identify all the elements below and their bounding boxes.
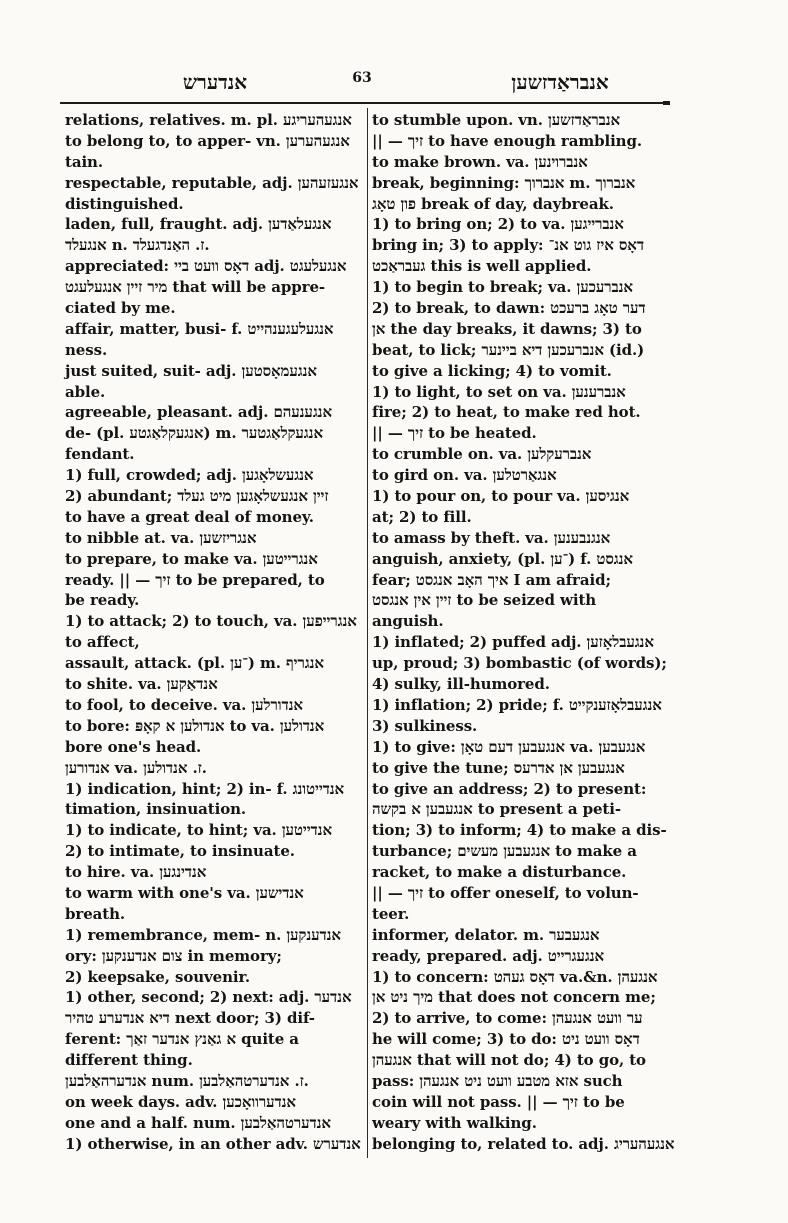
entry-line: 2) abundant; זיין אנגעשלאָגען מיט געלד — [65, 487, 329, 506]
entry-line: to stumble upon. vn. אנבראַדזשען — [372, 111, 621, 129]
entry-line: tion; 3) to inform; 4) to make a dis- — [372, 821, 667, 840]
entry-line: געבראַכט this is well applied. — [372, 257, 592, 276]
entry-line: 1) otherwise, in an other adv. אנדערש — [65, 1134, 361, 1153]
entry-line: one and a half. num. אנדערטהאַלבען — [65, 1113, 331, 1132]
entry-line: to nibble at. va. אנגריזשען — [65, 528, 257, 547]
entry-line: anguish. — [372, 612, 444, 631]
entry-line: just suited, suit- adj. אנגעמאָסטען — [65, 361, 317, 380]
entry-line: || — זיך to have enough rambling. — [372, 131, 643, 150]
entry-line: to shite. va. אנדאַקען — [65, 675, 218, 694]
entry-line: פון טאָג break of day, daybreak. — [372, 194, 614, 213]
entry-line: 1) to attack; 2) to touch, va. אנגרייפען — [65, 612, 357, 631]
entry-line: || — זיך to offer oneself, to volun- — [372, 883, 639, 902]
entry-line: on week days. adv. אנדערוואָכען — [65, 1092, 296, 1111]
entry-line: to hire. va. אנדינגען — [65, 863, 207, 882]
entry-line: bore one's head. — [65, 737, 202, 756]
entry-line: beat, to lick; אנברעכען דיא ביינער (id.) — [372, 340, 645, 359]
entry-line: assault, attack. (pl. ־ען) m. אנגריף — [65, 654, 324, 673]
entry-line: 1) other, second; 2) next: adj. אנדער — [65, 988, 352, 1007]
entry-line: ready, prepared. adj. אנגעגרייט — [372, 946, 605, 965]
entry-line: ory: צום אנדענקען in memory; — [65, 946, 282, 965]
entry-line: 1) to bring on; 2) to va. אנברייגען — [372, 215, 624, 234]
entry-line: 1) indication, hint; 2) in- f. אנדייטונג — [65, 779, 345, 798]
entry-line: 2) keepsake, souvenir. — [65, 967, 251, 986]
entry-line: breath. — [65, 904, 126, 923]
entry-line: to make brown. va. אנברוינען — [372, 152, 588, 171]
entry-line: affair, matter, busi- f. אנגעלעגענהייט — [65, 319, 334, 338]
entry-line: up, proud; 3) bombastic (of words); — [372, 654, 667, 673]
left-guide-word: אנדערש — [182, 70, 248, 94]
entry-line: fire; 2) to heat, to make red hot. — [372, 403, 641, 422]
entry-line: to give an address; 2) to present: — [372, 779, 647, 798]
entry-line: ness. — [65, 340, 108, 359]
entry-line: 1) full, crowded; adj. אנגעשלאָגען — [65, 466, 314, 485]
entry-line: coin will not pass. || — זיך to be — [372, 1092, 625, 1111]
header-rule — [60, 102, 665, 104]
running-header — [60, 70, 665, 98]
entry-line: to crumble on. va. אנברעקלען — [372, 445, 592, 464]
entry-line: at; 2) to fill. — [372, 507, 472, 526]
entry-line: 1) remembrance, mem- n. אנדענקען — [65, 925, 341, 944]
entry-line: to have a great deal of money. — [65, 507, 314, 526]
entry-line: אנגעבען א בקשה to present a peti- — [372, 800, 621, 819]
entry-line: bring in; 3) to apply: דאָס איז גוט אנ־ — [372, 236, 644, 255]
entry-line: ready. || — זיך to be prepared, to — [65, 570, 325, 589]
entry-line: to bore: אנדולען א קאָפּ to va. אנדולען — [65, 716, 325, 735]
entry-line: laden, full, fraught. adj. אנגעלאַדען — [65, 215, 332, 234]
entry-line: to amass by theft. va. אנגנבענען — [372, 528, 611, 547]
entry-line: to gird on. va. אנגאַרטלען — [372, 466, 557, 485]
entry-line: anguish, anxiety, (pl. ־ען) f. אנגסט — [372, 549, 633, 568]
entry-line: 2) to intimate, to insinuate. — [65, 842, 295, 861]
entry-line: to prepare, to make va. אנגרייטען — [65, 549, 318, 568]
entry-line: timation, insinuation. — [65, 800, 247, 819]
left-column — [65, 110, 360, 1160]
entry-line: break, beginning: אנברוך m. אנברוך — [372, 173, 636, 192]
column-divider — [367, 108, 368, 1158]
page-number: 63 — [352, 70, 372, 86]
entry-line: distinguished. — [65, 194, 184, 213]
entry-line: אנדערהאַלבען num. ז. אנדערטהאַלבען. — [65, 1071, 309, 1090]
entry-line: to give a licking; 4) to vomit. — [372, 361, 612, 380]
entry-line: relations, relatives. m. pl. אנגעהעריגע — [65, 111, 352, 129]
entry-line: pass: אזא מטבע וועט ניט אנגעהן such — [372, 1071, 623, 1090]
right-guide-word: אנבראַדזשען — [511, 70, 609, 94]
entry-line: appreciated: דאָס וועט ביי adj. אנגעלעגט — [65, 257, 347, 276]
entry-line: to affect, — [65, 633, 140, 652]
entry-line: able. — [65, 382, 106, 401]
entry-line: ciated by me. — [65, 299, 176, 318]
entry-line: אנגעהן that will not do; 4) to go, to — [372, 1051, 646, 1070]
entry-line: 1) to begin to break; va. אנברעכען — [372, 278, 633, 297]
entry-line: מיר זיין אנגעלעגט that will be appre- — [65, 278, 326, 297]
entry-line: 1) to indicate, to hint; va. אנדייטען — [65, 821, 332, 840]
entry-line: ferent: א גאַנץ אנדער זאַך quite a — [65, 1030, 299, 1049]
entry-line: de- (pl. אנגעקלאַגטע) m. אנגעקלאַגטער — [65, 424, 323, 443]
entry-line: 4) sulky, ill-humored. — [372, 675, 550, 694]
entry-line: agreeable, pleasant. adj. אנגענעהם — [65, 403, 332, 422]
entry-line: tain. — [65, 152, 103, 171]
entry-line: 3) sulkiness. — [372, 716, 478, 735]
entry-line: אן the day breaks, it dawns; 3) to — [372, 319, 642, 338]
entry-line: אנגעלד n. ז. האַנדגעלד. — [65, 236, 210, 255]
entry-line: informer, delator. m. אנגעבער — [372, 925, 600, 944]
entry-line: be ready. — [65, 591, 140, 610]
entry-line: 1) inflation; 2) pride; f. אנגעבלאָזענקייט — [372, 695, 662, 714]
entry-line: 1) to give: אנגעבען דעם טאָן va. אנגעבען — [372, 737, 646, 756]
entry-line: respectable, reputable, adj. אנגעזעהען — [65, 173, 359, 192]
entry-line: 1) to concern: דאָס געהט va.&n. אנגעהן — [372, 967, 658, 986]
entry-line: belonging to, related to. adj. אנגעהעריג — [372, 1134, 675, 1153]
entry-line: to warm with one's va. אנדישען — [65, 883, 304, 902]
entry-line: זיין אין אנגסט to be seized with — [372, 591, 597, 610]
entry-line: || — זיך to be heated. — [372, 424, 537, 443]
entry-line: to fool, to deceive. va. אנדורלען — [65, 695, 303, 714]
entry-line: 2) to break, to dawn: דער טאָג ברעכט — [372, 299, 646, 318]
entry-line: 1) to light, to set on va. אנברענען — [372, 382, 626, 401]
entry-line: fendant. — [65, 445, 135, 464]
entry-line: 1) inflated; 2) puffed adj. אנגעבלאָזען — [372, 633, 654, 652]
entry-line: he will come; 3) to do: דאָס וועט ניט — [372, 1030, 640, 1049]
entry-line: racket, to make a disturbance. — [372, 863, 627, 882]
entry-line: אנדורען va. ז. אנדולען. — [65, 758, 207, 777]
entry-line: 1) to pour on, to pour va. אנגיסען — [372, 487, 630, 506]
entry-line: to belong to, to apper- vn. אנגעהערען — [65, 131, 350, 150]
entry-line: turbance; אנגעבען מעשים to make a — [372, 842, 637, 861]
entry-line: to give the tune; אנגעבען אן אדרעס — [372, 758, 625, 777]
entry-line: weary with walking. — [372, 1113, 537, 1132]
right-column — [372, 110, 675, 1160]
entry-line: דיא אנדערע טהיר next door; 3) dif- — [65, 1009, 315, 1028]
entry-line: מיך ניט אן that does not concern me; — [372, 988, 656, 1007]
entry-line: teer. — [372, 904, 410, 923]
entry-line: 2) to arrive, to come: ער וועט אנגעהן — [372, 1009, 643, 1028]
header-rule-end — [663, 101, 670, 105]
entry-line: different thing. — [65, 1051, 193, 1070]
entry-line: fear; איך האָב אנגסט I am afraid; — [372, 570, 611, 589]
